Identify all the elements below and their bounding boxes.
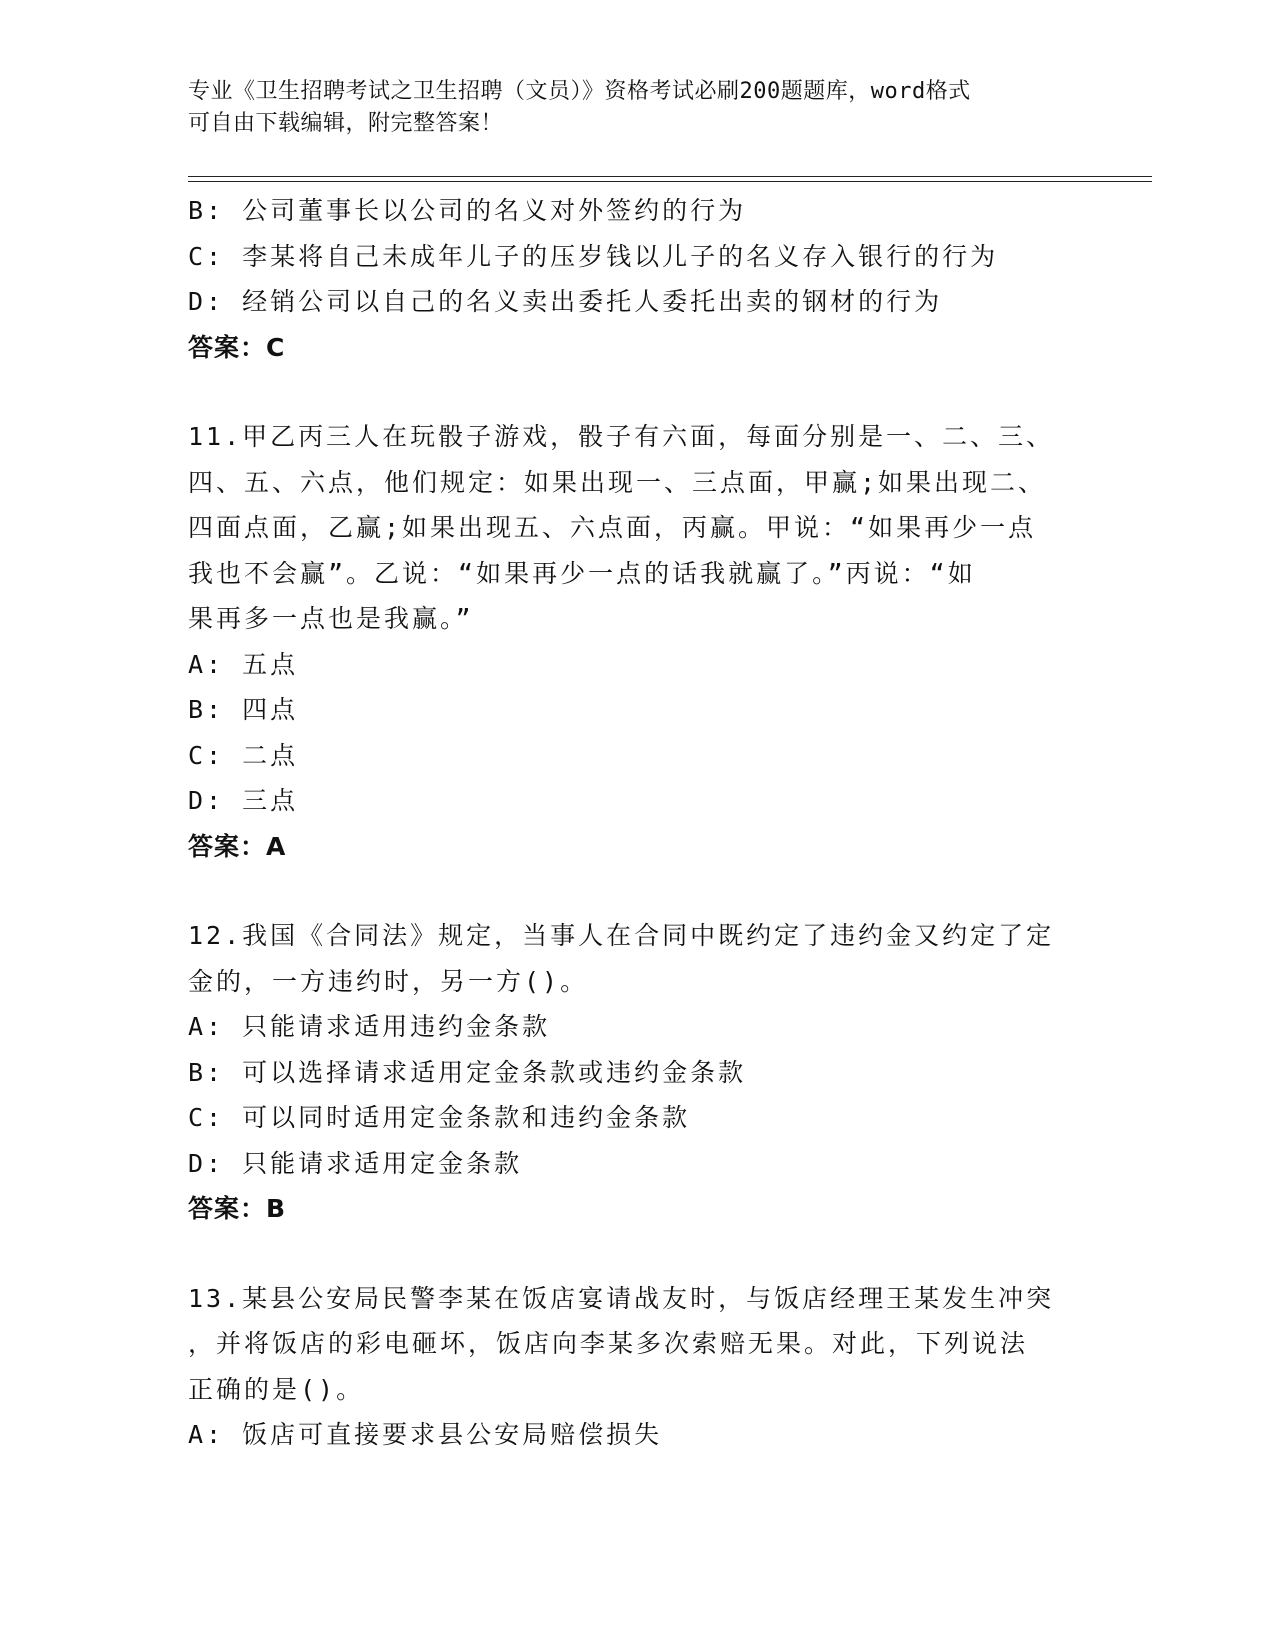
option-b: B: 四点 — [188, 695, 299, 724]
option-b: B: 可以选择请求适用定金条款或违约金条款 — [188, 1057, 747, 1087]
question-stem-line: 果再多一点也是我赢。” — [188, 604, 474, 633]
question-list — [188, 188, 1088, 1458]
answer-line: 答案：C — [188, 332, 286, 362]
option-b: B: 公司董事长以公司的名义对外签约的行为 — [188, 196, 747, 225]
answer-line: 答案：B — [188, 1194, 287, 1223]
document-header — [188, 76, 1068, 140]
question-stem-line: 我也不会赢”。乙说：“如果再少一点的话我就赢了。”丙说：“如 — [188, 558, 976, 588]
option-c: C: 二点 — [188, 740, 299, 770]
answer-line: 答案：A — [188, 831, 287, 861]
question-stem-line: ，并将饭店的彩电砸坏，饭店向李某多次索赔无果。对此，下列说法 — [188, 1329, 1029, 1358]
option-d: D: 三点 — [188, 786, 299, 815]
option-a: A: 只能请求适用违约金条款 — [188, 1012, 551, 1041]
question-stem-line: 四、五、六点，他们规定：如果出现一、三点面，甲赢;如果出现二、 — [188, 467, 1047, 497]
question-stem-line: 13.某县公安局民警李某在饭店宴请战友时，与饭店经理王某发生冲突 — [188, 1283, 1055, 1313]
question-spacer — [188, 370, 1088, 414]
question-stem-line: 正确的是()。 — [188, 1374, 365, 1404]
header-line-2: 可自由下载编辑，附完整答案！ — [188, 111, 504, 136]
question-11 — [188, 414, 1088, 869]
question-stem-line: 11.甲乙丙三人在玩骰子游戏，骰子有六面，每面分别是一、二、三、 — [188, 422, 1055, 451]
header-divider-bottom — [188, 181, 1152, 182]
option-d: D: 只能请求适用定金条款 — [188, 1148, 523, 1178]
question-12 — [188, 913, 1088, 1232]
question-10 — [188, 188, 1088, 370]
question-spacer — [188, 869, 1088, 913]
option-c: C: 可以同时适用定金条款和违约金条款 — [188, 1103, 691, 1132]
question-spacer — [188, 1232, 1088, 1276]
option-d: D: 经销公司以自己的名义卖出委托人委托出卖的钢材的行为 — [188, 287, 943, 316]
question-stem-line: 金的，一方违约时，另一方()。 — [188, 966, 589, 996]
question-stem-line: 四面点面，乙赢;如果出现五、六点面，丙赢。甲说：“如果再少一点 — [188, 513, 1037, 542]
header-line-1: 专业《卫生招聘考试之卫生招聘（文员）》资格考试必刷200题题库，word格式 — [188, 79, 971, 104]
question-stem-line: 12.我国《合同法》规定，当事人在合同中既约定了违约金又约定了定 — [188, 921, 1055, 950]
question-13 — [188, 1276, 1088, 1458]
option-a: A: 五点 — [188, 649, 299, 679]
option-a: A: 饭店可直接要求县公安局赔偿损失 — [188, 1420, 663, 1449]
header-divider-top — [188, 176, 1152, 177]
option-c: C: 李某将自己未成年儿子的压岁钱以儿子的名义存入银行的行为 — [188, 241, 999, 271]
